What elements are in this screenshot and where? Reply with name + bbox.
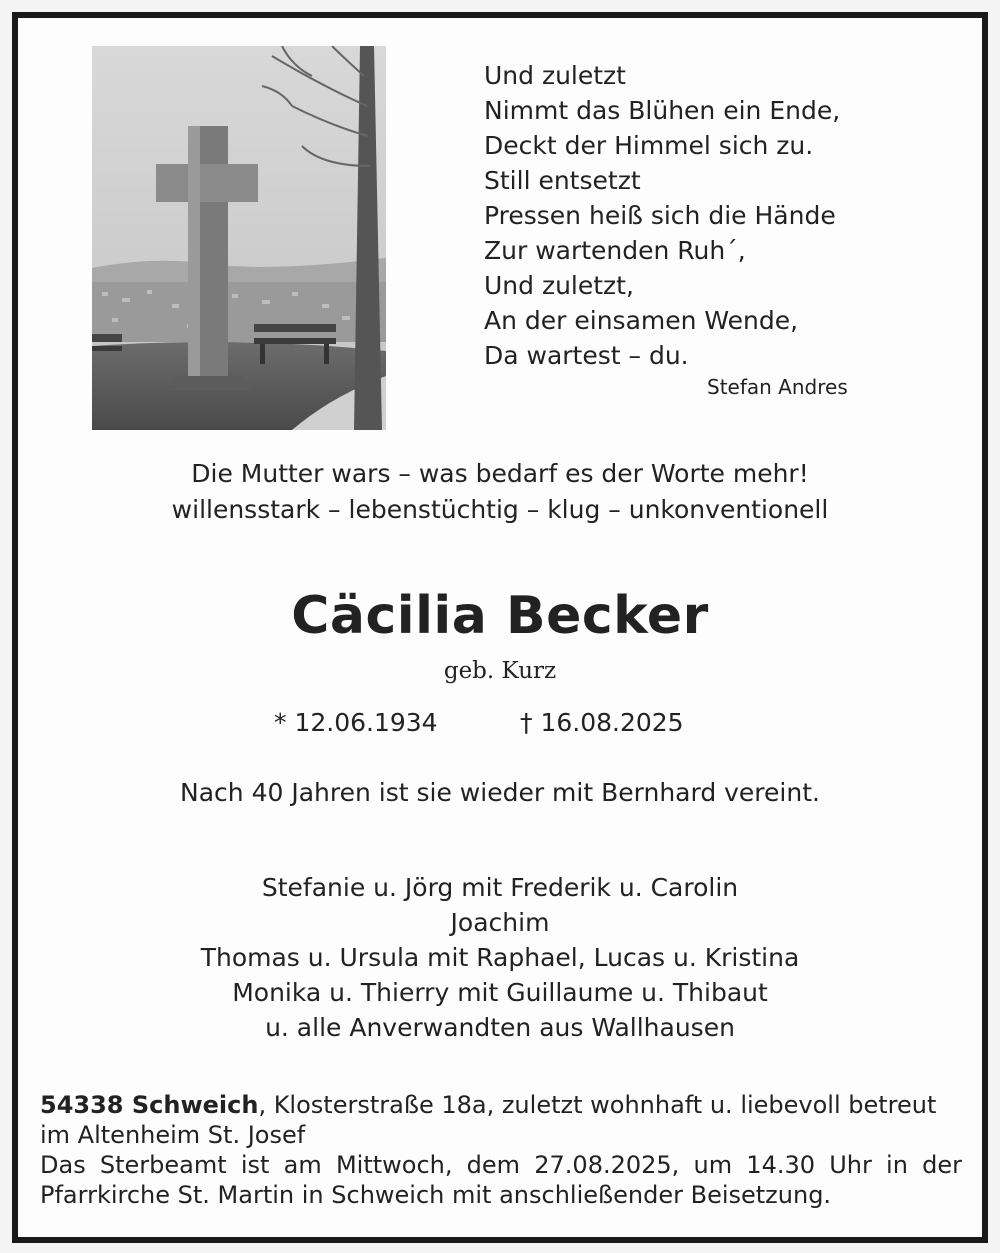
poem-line: Still entsetzt xyxy=(484,166,641,195)
deceased-name: Cäcilia Becker xyxy=(291,586,709,646)
mourners-list xyxy=(18,870,982,1045)
maiden-name: geb. Kurz xyxy=(443,658,557,684)
poem-line: Pressen heiß sich die Hände xyxy=(484,201,836,230)
poem-author: Stefan Andres xyxy=(707,375,848,399)
address-city: 54338 Schweich xyxy=(40,1091,259,1119)
funeral-info: Das Sterbeamt ist am Mittwoch, dem 27.08.2025, um 14.30 Uhr in der Pfarrkirche St. Martin in Schweich mit anschließender Beisetzung. xyxy=(40,1151,962,1209)
obituary-frame xyxy=(12,12,988,1243)
poem-line: An der einsamen Wende, xyxy=(484,306,799,335)
mourner-line: Monika u. Thierry mit Guillaume u. Thibaut xyxy=(232,978,768,1007)
mourner-line: Thomas u. Ursula mit Raphael, Lucas u. Kristina xyxy=(200,943,800,972)
address-street: , Klosterstraße 18a, zuletzt wohnhaft u. liebevoll betreut im Altenheim St. Josef xyxy=(40,1091,937,1149)
mourner-line: Joachim xyxy=(450,908,550,937)
poem-line: Und zuletzt xyxy=(484,61,626,90)
cross-photo xyxy=(92,46,386,430)
birth-date: * 12.06.1934 xyxy=(274,708,438,737)
poem xyxy=(484,58,924,373)
poem-line: Und zuletzt, xyxy=(484,271,634,300)
poem-line: Nimmt das Blühen ein Ende, xyxy=(484,96,841,125)
poem-line: Da wartest – du. xyxy=(484,341,689,370)
address-block xyxy=(40,1090,962,1210)
motto-line: Die Mutter wars – was bedarf es der Worte mehr! xyxy=(191,459,809,488)
mourner-line: u. alle Anverwandten aus Wallhausen xyxy=(265,1013,735,1042)
motto xyxy=(18,456,982,528)
address-text xyxy=(40,1090,962,1150)
poem-line: Zur wartenden Ruh´, xyxy=(484,236,746,265)
mourner-line: Stefanie u. Jörg mit Frederik u. Carolin xyxy=(261,873,739,902)
motto-line: willensstark – lebenstüchtig – klug – unkonventionell xyxy=(171,495,829,524)
poem-line: Deckt der Himmel sich zu. xyxy=(484,131,814,160)
reunion-text: Nach 40 Jahren ist sie wieder mit Bernhard vereint. xyxy=(180,778,820,807)
death-date: † 16.08.2025 xyxy=(520,708,684,737)
